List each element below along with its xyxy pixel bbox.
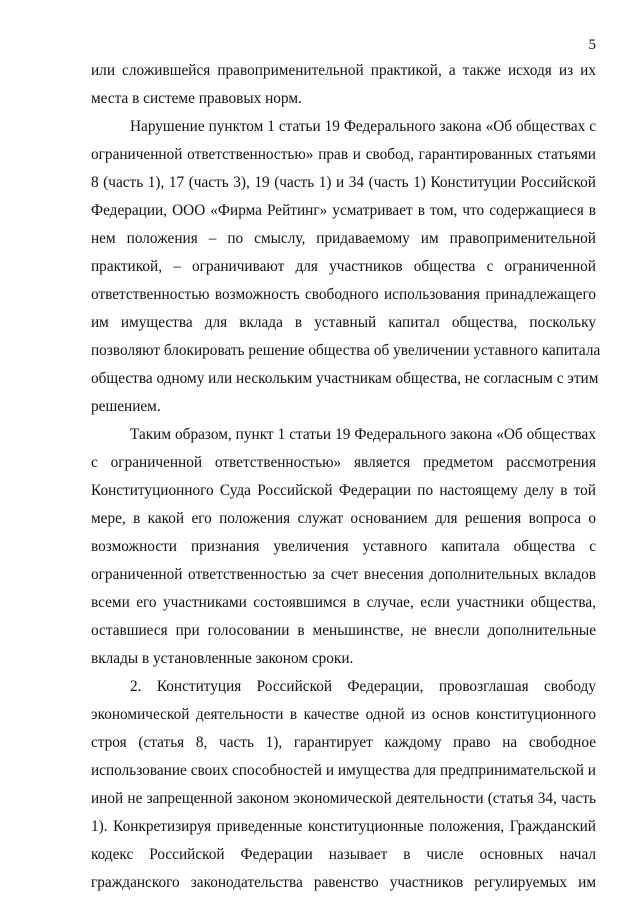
text-line: Конституционного Суда Российской Федерации по настоящему делу в той bbox=[91, 482, 596, 499]
text-line: общества одному или нескольким участникам общества, не согласным с этим bbox=[91, 370, 599, 387]
page-number: 5 bbox=[588, 37, 596, 53]
text-line: 2. Конституция Российской Федерации, провозглашая свободу bbox=[130, 678, 596, 695]
text-line: ответственностью возможность свободного использования принадлежащего bbox=[91, 286, 596, 303]
text-line: гражданского законодательства равенство участников регулируемых им bbox=[91, 874, 596, 891]
text-line: строя (статья 8, часть 1), гарантирует каждому право на свободное bbox=[91, 734, 596, 751]
text-line: вклады в установленные законом сроки. bbox=[91, 650, 354, 667]
text-line: нем положения – по смыслу, придаваемому им правоприменительной bbox=[91, 230, 596, 247]
text-line: Таким образом, пункт 1 статьи 19 Федерального закона «Об обществах bbox=[130, 426, 596, 443]
text-line: Нарушение пунктом 1 статьи 19 Федерального закона «Об обществах с bbox=[130, 118, 596, 135]
text-line: места в системе правовых норм. bbox=[91, 90, 302, 107]
text-line: оставшиеся при голосовании в меньшинстве, не внесли дополнительные bbox=[91, 622, 596, 639]
text-line: или сложившейся правоприменительной практикой, а также исходя из их bbox=[91, 62, 596, 79]
text-line: позволяют блокировать решение общества об увеличении уставного капитала bbox=[91, 342, 601, 359]
text-line: кодекс Российской Федерации называет в числе основных начал bbox=[91, 846, 596, 863]
text-line: практикой, – ограничивают для участников общества с ограниченной bbox=[91, 258, 596, 275]
text-line: использование своих способностей и имущества для предпринимательской и bbox=[91, 762, 596, 779]
text-line: иной не запрещенной законом экономической деятельности (статья 34, часть bbox=[91, 790, 596, 807]
text-line: ограниченной ответственностью за счет внесения дополнительных вкладов bbox=[91, 566, 596, 583]
text-line: 1). Конкретизируя приведенные конституционные положения, Гражданский bbox=[91, 818, 596, 835]
text-line: экономической деятельности в качестве одной из основ конституционного bbox=[91, 706, 596, 723]
text-line: Федерации, ООО «Фирма Рейтинг» усматривает в том, что содержащиеся в bbox=[91, 202, 596, 219]
text-line: им имущества для вклада в уставный капитал общества, поскольку bbox=[91, 314, 596, 331]
text-line: возможности признания увеличения уставного капитала общества с bbox=[91, 538, 596, 555]
text-line: мере, в какой его положения служат основанием для решения вопроса о bbox=[91, 510, 596, 527]
text-line: ограниченной ответственностью» прав и свобод, гарантированных статьями bbox=[91, 146, 596, 163]
text-line: 8 (часть 1), 17 (часть 3), 19 (часть 1) и 34 (часть 1) Конституции Российской bbox=[91, 174, 596, 191]
text-line: решением. bbox=[91, 398, 161, 415]
text-line: всеми его участниками состоявшимся в случае, если участники общества, bbox=[91, 594, 596, 611]
text-line: с ограниченной ответственностью» является предметом рассмотрения bbox=[91, 454, 596, 471]
